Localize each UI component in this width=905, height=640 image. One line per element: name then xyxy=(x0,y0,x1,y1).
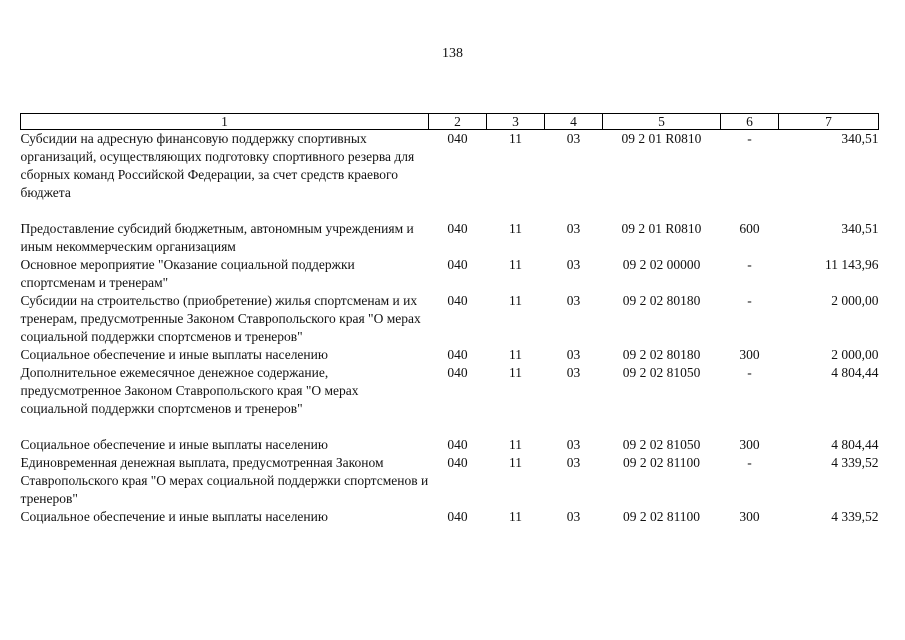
row-code-2: 040 xyxy=(447,455,468,470)
row-code-6: - xyxy=(747,293,752,308)
row-code-2: 040 xyxy=(447,221,468,236)
row-code-4: 03 xyxy=(566,131,581,146)
row-code-6: - xyxy=(747,365,752,380)
row-amount: 4 804,44 xyxy=(831,365,879,380)
row-name: Единовременная денежная выплата, предусмотренная Законом Ставропольского края "О мерах социальной поддержки спортсменов и тренеров" xyxy=(20,455,429,506)
row-code-2: 040 xyxy=(447,131,468,146)
row-spacer xyxy=(21,418,879,436)
row-code-2: 040 xyxy=(447,437,468,452)
row-code-5: 09 2 02 81100 xyxy=(622,509,701,524)
row-amount: 340,51 xyxy=(841,221,879,236)
table-row xyxy=(21,508,879,526)
page-number: 138 xyxy=(442,46,463,61)
row-amount: 4 339,52 xyxy=(831,455,879,470)
row-code-3: 11 xyxy=(509,347,522,362)
row-code-6: 300 xyxy=(739,347,760,362)
row-name: Дополнительное ежемесячное денежное содержание, предусмотренное Законом Ставропольского края "О мерах социальной поддержки спортсменов и тренеров" xyxy=(20,365,359,416)
row-code-5: 09 2 02 80180 xyxy=(622,347,701,362)
row-code-5: 09 2 02 81050 xyxy=(622,437,701,452)
row-name: Социальное обеспечение и иные выплаты населению xyxy=(20,437,328,452)
row-code-3: 11 xyxy=(509,293,522,308)
header-col-2: 2 xyxy=(429,114,487,130)
row-spacer xyxy=(21,202,879,220)
table-row xyxy=(21,454,879,508)
row-name: Социальное обеспечение и иные выплаты населению xyxy=(20,347,328,362)
row-code-2: 040 xyxy=(447,257,468,272)
row-code-6: 600 xyxy=(739,221,760,236)
header-col-4: 4 xyxy=(545,114,603,130)
row-code-4: 03 xyxy=(566,221,581,236)
row-code-2: 040 xyxy=(447,509,468,524)
row-code-5: 09 2 02 80180 xyxy=(622,293,701,308)
row-code-2: 040 xyxy=(447,365,468,380)
table-row xyxy=(21,436,879,454)
row-name: Предоставление субсидий бюджетным, автономным учреждениям и иным некоммерческим организациям xyxy=(20,221,414,254)
header-col-5: 5 xyxy=(603,114,721,130)
row-code-4: 03 xyxy=(566,437,581,452)
header-col-3: 3 xyxy=(487,114,545,130)
row-code-3: 11 xyxy=(509,455,522,470)
row-code-5: 09 2 01 R0810 xyxy=(621,131,702,146)
row-amount: 2 000,00 xyxy=(831,293,879,308)
row-amount: 2 000,00 xyxy=(831,347,879,362)
row-code-3: 11 xyxy=(509,131,522,146)
row-code-5: 09 2 02 00000 xyxy=(622,257,701,272)
row-code-3: 11 xyxy=(509,365,522,380)
row-code-4: 03 xyxy=(566,257,581,272)
row-code-4: 03 xyxy=(566,455,581,470)
row-code-5: 09 2 02 81100 xyxy=(622,455,701,470)
row-amount: 4 339,52 xyxy=(831,509,879,524)
row-amount: 340,51 xyxy=(841,131,879,146)
header-col-1: 1 xyxy=(21,114,429,130)
column-number-header xyxy=(21,114,879,130)
row-name: Субсидии на адресную финансовую поддержку спортивных организаций, осуществляющих подготовку спортивного резерва для сборных команд Российской Федерации, за счет средств краевого бюджета xyxy=(20,131,415,200)
table-row xyxy=(21,256,879,292)
row-code-3: 11 xyxy=(509,509,522,524)
table-row xyxy=(21,130,879,203)
row-code-3: 11 xyxy=(509,221,522,236)
row-code-6: 300 xyxy=(739,437,760,452)
header-col-6: 6 xyxy=(721,114,779,130)
row-code-2: 040 xyxy=(447,293,468,308)
row-amount: 11 143,96 xyxy=(825,257,879,272)
row-code-2: 040 xyxy=(447,347,468,362)
row-code-4: 03 xyxy=(566,347,581,362)
table-row xyxy=(21,220,879,256)
row-code-5: 09 2 01 R0810 xyxy=(621,221,702,236)
row-name: Субсидии на строительство (приобретение) жилья спортсменам и их тренерам, предусмотренные Законом Ставропольского края "О мерах социальной поддержки спортсменов и тренеров" xyxy=(20,293,421,344)
row-code-6: 300 xyxy=(739,509,760,524)
header-col-7: 7 xyxy=(779,114,879,130)
row-name: Основное мероприятие "Оказание социальной поддержки спортсменам и тренерам" xyxy=(20,257,355,290)
row-name: Социальное обеспечение и иные выплаты населению xyxy=(20,509,328,524)
row-code-3: 11 xyxy=(509,257,522,272)
budget-table xyxy=(20,113,879,526)
row-code-6: - xyxy=(747,257,752,272)
row-code-6: - xyxy=(747,131,752,146)
row-code-6: - xyxy=(747,455,752,470)
table-row xyxy=(21,292,879,346)
row-code-4: 03 xyxy=(566,365,581,380)
row-code-3: 11 xyxy=(509,437,522,452)
row-amount: 4 804,44 xyxy=(831,437,879,452)
row-code-5: 09 2 02 81050 xyxy=(622,365,701,380)
row-code-4: 03 xyxy=(566,293,581,308)
table-row xyxy=(21,364,879,418)
table-row xyxy=(21,346,879,364)
row-code-4: 03 xyxy=(566,509,581,524)
